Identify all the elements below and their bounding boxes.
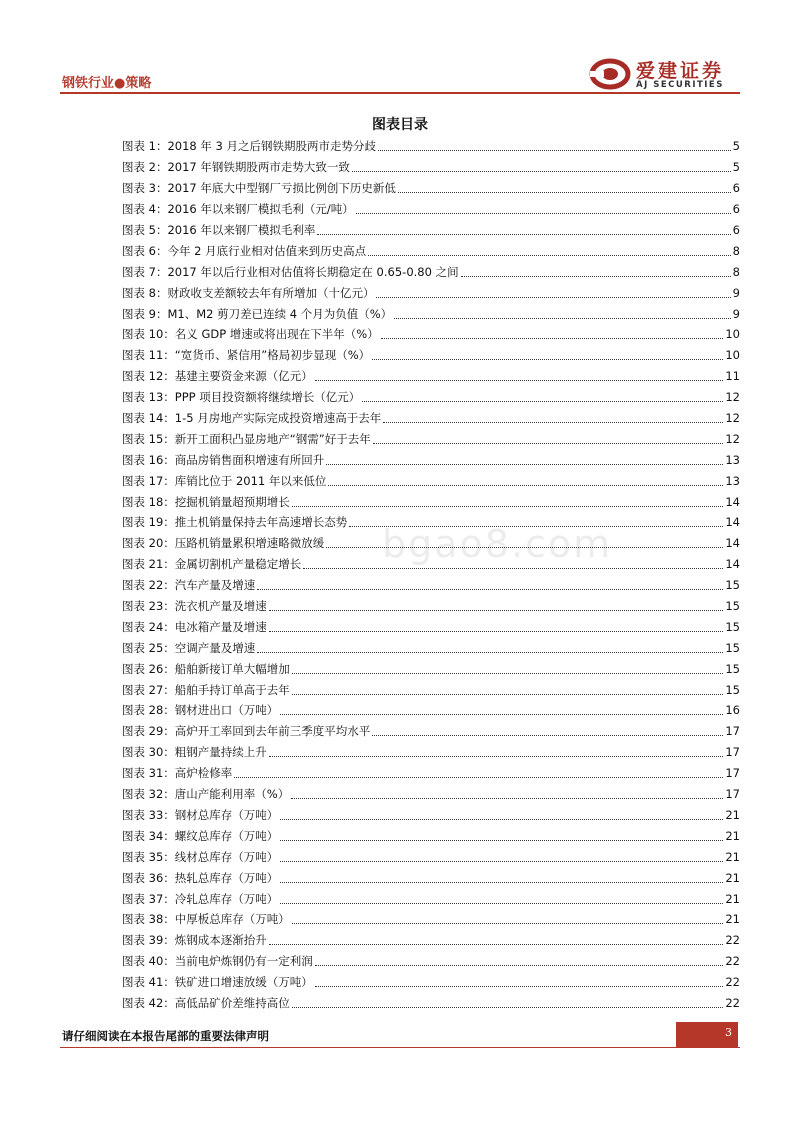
toc-entry[interactable] (122, 637, 740, 658)
toc-entry-text: 2017 年钢铁期股两市走势大致一致 (167, 160, 350, 175)
toc-entry-text: 螺纹总库存（万吨） (174, 828, 279, 843)
toc-entry-text: 2016 年以来钢厂模拟毛利率 (167, 223, 316, 237)
toc-entry-label: 图表 20： (122, 536, 175, 551)
toc-entry[interactable] (122, 136, 740, 157)
toc-leader-dots (292, 1006, 724, 1008)
toc-entry-text: 2017 年以后行业相对估值将长期稳定在 0.65-0.80 之间 (167, 264, 459, 279)
toc-leader-dots (291, 797, 723, 799)
toc-entry-label: 图表 23： (122, 599, 175, 614)
toc-entry[interactable] (122, 867, 740, 888)
toc-leader-dots (292, 505, 724, 507)
toc-entry-text: 1-5 月房地产实际完成投资增速高于去年 (174, 411, 382, 426)
toc-entry[interactable] (122, 554, 740, 575)
toc-leader-dots (372, 358, 723, 360)
toc-entry-label: 图表 8： (122, 285, 168, 300)
toc-entry-text: 空调产量及增速 (174, 640, 256, 655)
toc-entry[interactable] (122, 449, 740, 470)
toc-entry-page: 10 (725, 327, 740, 342)
toc-entry-text: 钢材总库存（万吨） (174, 807, 279, 822)
toc-entry[interactable] (122, 763, 740, 784)
toc-entry[interactable] (122, 366, 740, 387)
toc-entry[interactable] (122, 261, 740, 282)
toc-leader-dots (303, 567, 723, 569)
toc-entry[interactable] (122, 220, 740, 241)
toc-entry-label: 图表 16： (122, 452, 175, 467)
toc-entry-label: 图表 12： (122, 369, 175, 384)
toc-leader-dots (326, 546, 723, 548)
toc-entry-text: 炼钢成本逐渐抬升 (174, 933, 267, 948)
toc-leader-dots (372, 734, 723, 736)
toc-entry-page: 21 (725, 828, 740, 843)
toc-entry[interactable] (122, 951, 740, 972)
toc-entry-text: 电冰箱产量及增速 (174, 619, 267, 634)
toc-leader-dots (269, 609, 724, 611)
toc-entry[interactable] (122, 428, 740, 449)
toc-leader-dots (315, 379, 724, 381)
toc-entry-text: 金属切割机产量稳定增长 (174, 557, 302, 572)
toc-entry-text: 今年 2 月底行业相对估值来到历史高点 (167, 243, 367, 258)
toc-entry-page: 17 (725, 787, 740, 802)
toc-entry[interactable] (122, 157, 740, 178)
toc-entry[interactable] (122, 972, 740, 993)
toc-entry-label: 图表 31： (122, 766, 175, 781)
toc-leader-dots (280, 881, 723, 883)
toc-list (122, 136, 740, 1013)
toc-entry-page: 16 (725, 703, 740, 718)
toc-entry-page: 9 (732, 285, 740, 300)
toc-entry-label: 图表 27： (122, 682, 175, 697)
toc-entry[interactable] (122, 491, 740, 512)
page-number: 3 (676, 1022, 738, 1048)
toc-entry-label: 图表 32： (122, 787, 175, 802)
watermark: bgao8.com (382, 522, 613, 566)
toc-entry-page: 21 (725, 849, 740, 864)
toc-entry-page: 22 (725, 995, 740, 1010)
toc-entry-text: 船舶手持订单高于去年 (174, 682, 290, 697)
toc-entry-page: 10 (725, 348, 740, 363)
toc-entry-label: 图表 25： (122, 640, 175, 655)
toc-entry-label: 图表 28： (122, 703, 175, 718)
toc-entry-text: 汽车产量及增速 (174, 578, 256, 593)
toc-entry-text: 线材总库存（万吨） (174, 849, 279, 864)
toc-leader-dots (378, 149, 731, 151)
toc-entry-text: 铁矿进口增速放缓（万吨） (174, 975, 313, 990)
toc-entry-page: 22 (725, 975, 740, 990)
toc-entry[interactable] (122, 805, 740, 826)
toc-leader-dots (394, 317, 731, 319)
toc-entry-text: 唐山产能利用率（%） (174, 787, 290, 802)
toc-entry-text: “宽货币、紧信用”格局初步显现（%） (174, 348, 371, 363)
toc-entry-label: 图表 30： (122, 745, 175, 760)
toc-entry[interactable] (122, 909, 740, 930)
toc-leader-dots (326, 463, 723, 465)
toc-entry-text: 高炉开工率回到去年前三季度平均水平 (174, 724, 371, 739)
toc-entry-page: 15 (725, 599, 740, 614)
toc-entry-page: 17 (725, 724, 740, 739)
toc-entry-label: 图表 21： (122, 557, 175, 572)
toc-leader-dots (383, 421, 723, 423)
toc-entry-page: 21 (725, 912, 740, 927)
toc-entry-page: 15 (725, 578, 740, 593)
toc-entry-text: M1、M2 剪刀差已连续 4 个月为负值（%） (167, 306, 393, 321)
toc-entry-text: 中厚板总库存（万吨） (174, 912, 290, 927)
toc-entry-page: 11 (725, 369, 740, 384)
toc-entry-label: 图表 10： (122, 327, 175, 342)
logo-mark-icon (588, 54, 632, 94)
toc-entry-page: 8 (732, 264, 740, 279)
toc-leader-dots (352, 170, 731, 172)
toc-leader-dots (292, 922, 724, 924)
toc-leader-dots (269, 943, 724, 945)
toc-leader-dots (461, 275, 731, 277)
toc-entry-text: 2017 年底大中型钢厂亏损比例创下历史新低 (167, 181, 396, 196)
toc-entry-label: 图表 13： (122, 390, 175, 405)
toc-leader-dots (376, 296, 730, 298)
toc-entry-page: 21 (725, 807, 740, 822)
toc-entry[interactable] (122, 888, 740, 909)
toc-entry-text: 热轧总库存（万吨） (174, 870, 279, 885)
toc-entry-label: 图表 26： (122, 661, 175, 676)
toc-entry[interactable] (122, 700, 740, 721)
toc-leader-dots (317, 233, 730, 235)
toc-entry-label: 图表 40： (122, 954, 175, 969)
toc-leader-dots (269, 755, 724, 757)
toc-entry[interactable] (122, 387, 740, 408)
toc-entry-page: 21 (725, 891, 740, 906)
toc-entry-label: 图表 38： (122, 912, 175, 927)
logo-text-en: AJ SECURITIES (636, 80, 724, 90)
toc-leader-dots (292, 672, 724, 674)
toc-entry-text: 钢材进出口（万吨） (174, 703, 279, 718)
toc-entry-page: 14 (725, 557, 740, 572)
toc-entry-page: 22 (725, 954, 740, 969)
toc-leader-dots (381, 337, 724, 339)
toc-entry-label: 图表 33： (122, 807, 175, 822)
toc-entry-page: 15 (725, 640, 740, 655)
toc-entry-text: 名义 GDP 增速或将出现在下半年（%） (174, 327, 379, 342)
toc-entry-page: 5 (732, 160, 740, 175)
toc-entry-text: 高低品矿价差维持高位 (174, 995, 290, 1010)
toc-entry-text: 库销比位于 2011 年以来低位 (174, 473, 327, 488)
toc-entry-label: 图表 22： (122, 578, 175, 593)
toc-entry-page: 14 (725, 515, 740, 530)
toc-leader-dots (280, 818, 723, 820)
toc-leader-dots (373, 442, 724, 444)
toc-entry[interactable] (122, 240, 740, 261)
toc-entry-text: 财政收支差额较去年有所增加（十亿元） (167, 285, 375, 300)
toc-entry-label: 图表 34： (122, 828, 175, 843)
toc-entry[interactable] (122, 533, 740, 554)
toc-leader-dots (269, 630, 724, 632)
toc-entry-page: 15 (725, 661, 740, 676)
toc-leader-dots (257, 588, 723, 590)
toc-entry-text: 高炉检修率 (174, 766, 233, 781)
toc-entry[interactable] (122, 282, 740, 303)
toc-entry-label: 图表 4： (122, 202, 168, 217)
toc-entry-page: 8 (732, 243, 740, 258)
toc-entry-page: 6 (732, 223, 740, 237)
toc-entry-label: 图表 3： (122, 181, 168, 196)
toc-entry-label: 图表 41： (122, 975, 175, 990)
toc-entry-page: 17 (725, 745, 740, 760)
toc-entry-text: 挖掘机销量超预期增长 (174, 494, 290, 509)
logo-text-cn: 爱建证券 (636, 60, 725, 82)
toc-leader-dots (280, 713, 723, 715)
toc-entry[interactable] (122, 679, 740, 700)
toc-leader-dots (280, 839, 723, 841)
toc-entry-text: 压路机销量累积增速略微放缓 (174, 536, 325, 551)
toc-entry-text: 冷轧总库存（万吨） (174, 891, 279, 906)
company-logo (588, 54, 748, 94)
toc-entry-text: 基建主要资金来源（亿元） (174, 369, 313, 384)
toc-leader-dots (356, 212, 731, 214)
toc-entry-label: 图表 6： (122, 243, 168, 258)
toc-entry-page: 13 (725, 473, 740, 488)
toc-entry-page: 12 (725, 390, 740, 405)
toc-entry[interactable] (122, 784, 740, 805)
toc-entry[interactable] (122, 303, 740, 324)
toc-entry-page: 6 (732, 202, 740, 217)
toc-entry-label: 图表 36： (122, 870, 175, 885)
toc-entry-page: 9 (732, 306, 740, 321)
toc-entry-page: 15 (725, 619, 740, 634)
toc-entry-label: 图表 14： (122, 411, 175, 426)
toc-entry[interactable] (122, 199, 740, 220)
toc-entry-text: 洗衣机产量及增速 (174, 599, 267, 614)
toc-entry[interactable] (122, 408, 740, 429)
toc-entry[interactable] (122, 846, 740, 867)
toc-entry-page: 15 (725, 682, 740, 697)
toc-leader-dots (362, 400, 723, 402)
toc-entry-page: 17 (725, 766, 740, 781)
toc-entry-page: 22 (725, 933, 740, 948)
toc-entry-label: 图表 17： (122, 473, 175, 488)
toc-entry-label: 图表 11： (122, 348, 175, 363)
toc-leader-dots (398, 191, 731, 193)
toc-leader-dots (315, 985, 724, 987)
toc-entry-text: 2018 年 3 月之后钢铁期股两市走势分歧 (167, 139, 377, 154)
toc-entry-label: 图表 5： (122, 223, 168, 237)
toc-entry-label: 图表 9： (122, 306, 168, 321)
toc-entry[interactable] (122, 993, 740, 1014)
toc-title: 图表目录 (372, 117, 428, 133)
toc-entry[interactable] (122, 930, 740, 951)
toc-leader-dots (368, 254, 731, 256)
toc-entry-page: 5 (732, 139, 740, 154)
toc-entry[interactable] (122, 721, 740, 742)
toc-entry-text: 当前电炉炼钢仍有一定利润 (174, 954, 313, 969)
toc-entry-label: 图表 2： (122, 160, 168, 175)
toc-entry-page: 14 (725, 536, 740, 551)
toc-entry-text: PPP 项目投资额将继续增长（亿元） (174, 390, 361, 405)
section-header: 钢铁行业●策略 (62, 76, 152, 91)
toc-leader-dots (315, 964, 724, 966)
toc-leader-dots (328, 484, 723, 486)
toc-entry[interactable] (122, 742, 740, 763)
toc-entry-page: 13 (725, 452, 740, 467)
toc-entry-text: 推土机销量保持去年高速增长态势 (174, 515, 348, 530)
toc-entry-label: 图表 15： (122, 431, 175, 446)
header-divider (60, 92, 740, 94)
toc-entry[interactable] (122, 658, 740, 679)
toc-entry-page: 14 (725, 494, 740, 509)
toc-leader-dots (257, 651, 723, 653)
toc-entry-label: 图表 24： (122, 619, 175, 634)
toc-entry-page: 12 (725, 411, 740, 426)
toc-leader-dots (292, 693, 724, 695)
toc-entry-label: 图表 39： (122, 933, 175, 948)
toc-entry-page: 12 (725, 431, 740, 446)
toc-entry[interactable] (122, 512, 740, 533)
toc-entry[interactable] (122, 178, 740, 199)
toc-entry-text: 船舶新接订单大幅增加 (174, 661, 290, 676)
toc-entry[interactable] (122, 345, 740, 366)
toc-entry[interactable] (122, 470, 740, 491)
toc-entry-label: 图表 37： (122, 891, 175, 906)
toc-entry-text: 新开工面积凸显房地产“钢需”好于去年 (174, 431, 371, 446)
toc-entry-label: 图表 7： (122, 264, 168, 279)
toc-entry-label: 图表 35： (122, 849, 175, 864)
toc-entry-label: 图表 29： (122, 724, 175, 739)
toc-entry[interactable] (122, 616, 740, 637)
toc-entry[interactable] (122, 825, 740, 846)
toc-entry-label: 图表 42： (122, 995, 175, 1010)
toc-leader-dots (280, 860, 723, 862)
toc-entry-label: 图表 18： (122, 494, 175, 509)
toc-entry-label: 图表 19： (122, 515, 175, 530)
toc-entry-label: 图表 1： (122, 139, 168, 154)
toc-entry-page: 21 (725, 870, 740, 885)
toc-entry[interactable] (122, 596, 740, 617)
toc-entry-page: 6 (732, 181, 740, 196)
toc-entry-text: 商品房销售面积增速有所回升 (174, 452, 325, 467)
footer-divider (60, 1047, 740, 1048)
toc-entry[interactable] (122, 575, 740, 596)
toc-leader-dots (349, 525, 723, 527)
toc-entry[interactable] (122, 324, 740, 345)
toc-entry-text: 粗钢产量持续上升 (174, 745, 267, 760)
toc-leader-dots (280, 902, 723, 904)
toc-entry-text: 2016 年以来钢厂模拟毛利（元/吨） (167, 202, 354, 217)
toc-leader-dots (234, 776, 723, 778)
footer-disclaimer: 请仔细阅读在本报告尾部的重要法律声明 (62, 1029, 269, 1043)
